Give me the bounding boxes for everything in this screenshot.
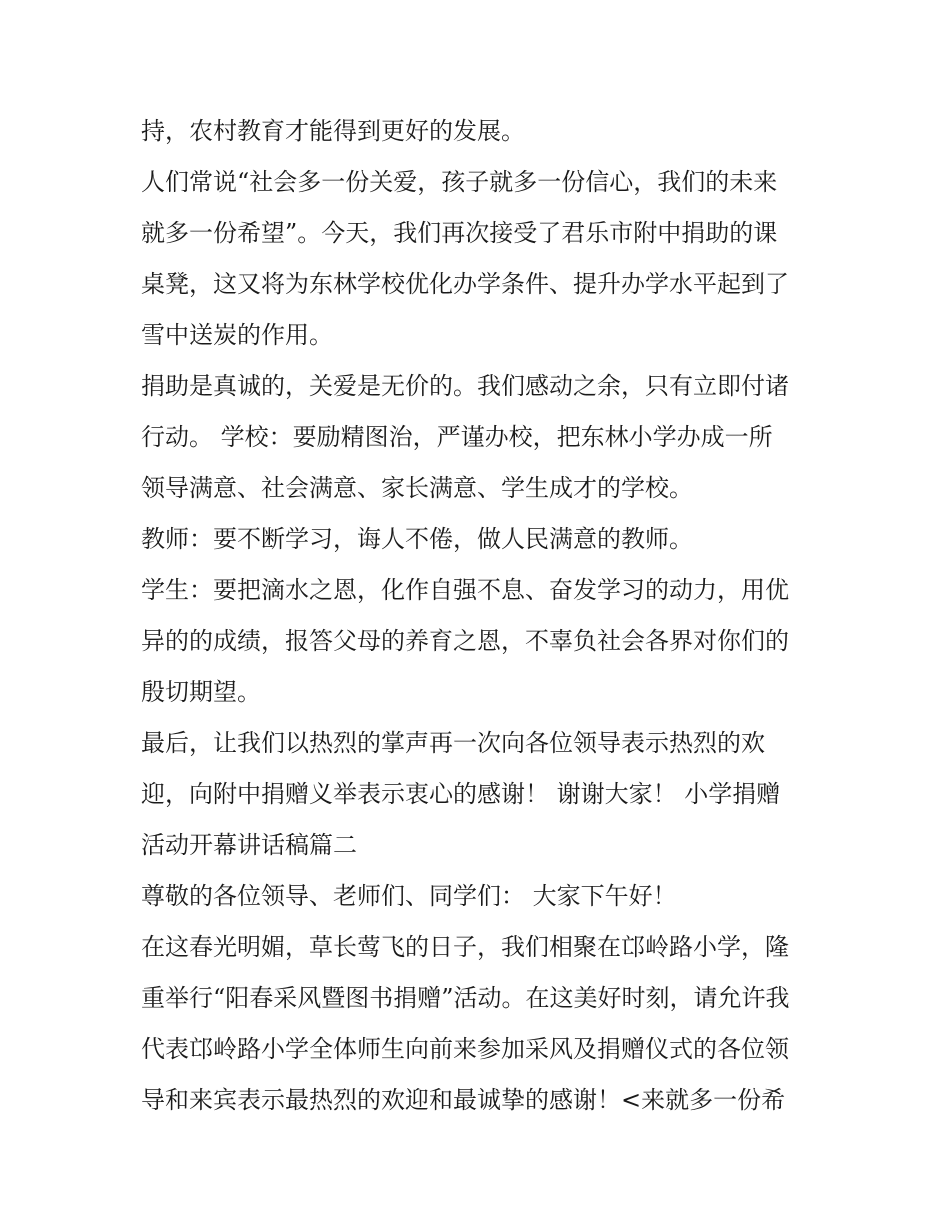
- text-line: 迎，向附中捐赠义举表示衷心的感谢！ 谢谢大家！ 小学捐赠: [141, 780, 781, 808]
- text-line: 人们常说“社会多一份关爱，孩子就多一份信心，我们的未来: [141, 168, 778, 196]
- document-body: [141, 106, 821, 1126]
- text-line: 就多一份希望”。今天，我们再次接受了君乐市附中捐助的课: [141, 219, 778, 247]
- text-line: 持，农村教育才能得到更好的发展。: [141, 117, 525, 145]
- text-line: 桌凳，这又将为东林学校优化办学条件、提升办学水平起到了: [141, 270, 789, 298]
- text-line: 代表邙岭路小学全体师生向前来参加采风及捐赠仪式的各位领: [141, 1035, 789, 1063]
- text-line: 最后，让我们以热烈的掌声再一次向各位领导表示热烈的欢: [141, 729, 765, 757]
- text-line: 殷切期望。: [141, 678, 261, 706]
- text-line: 异的的成绩，报答父母的养育之恩，不辜负社会各界对你们的: [141, 627, 789, 655]
- text-line: 教师：要不断学习，诲人不倦，做人民满意的教师。: [141, 525, 693, 553]
- text-line: 尊敬的各位领导、老师们、同学们： 大家下午好！: [141, 882, 677, 910]
- text-line: 重举行“阳春采风暨图书捐赠”活动。在这美好时刻，请允许我: [141, 984, 790, 1012]
- text-line: 导和来宾表示最热烈的欢迎和最诚挚的感谢！<来就多一份希: [141, 1086, 786, 1114]
- text-line: 雪中送炭的作用。: [141, 321, 333, 349]
- text-line: 学生：要把滴水之恩，化作自强不息、奋发学习的动力，用优: [141, 576, 789, 604]
- text-line: 在这春光明媚，草长莺飞的日子，我们相聚在邙岭路小学，隆: [141, 933, 789, 961]
- text-line: 行动。 学校：要励精图治，严谨办校，把东林小学办成一所: [141, 423, 773, 451]
- text-line: 领导满意、社会满意、家长满意、学生成才的学校。: [141, 474, 693, 502]
- text-line: 活动开幕讲话稿篇二: [141, 831, 357, 859]
- text-line: 捐助是真诚的，关爱是无价的。我们感动之余，只有立即付诸: [141, 372, 789, 400]
